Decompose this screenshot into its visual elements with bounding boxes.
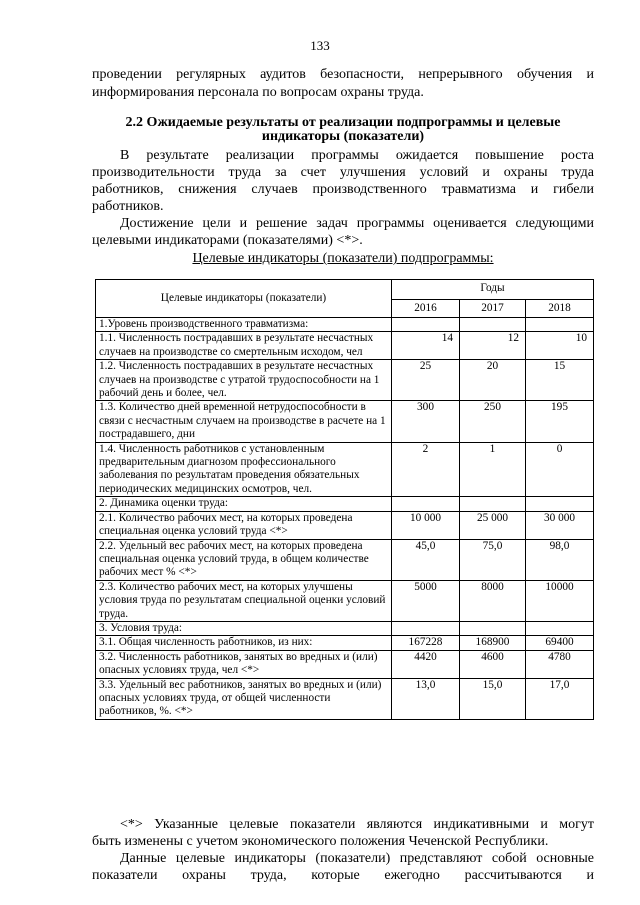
value-2018: 10000 xyxy=(526,580,594,621)
value-2018: 0 xyxy=(526,442,594,497)
row-label: 2.3. Количество рабочих мест, на которых улучшены условия труда по результатам специальной оценки условий труда. xyxy=(96,580,392,621)
intro-line-1: проведении регулярных аудитов безопасности, непрерывного обучения и xyxy=(92,67,594,82)
row-label: 2.2. Удельный вес рабочих мест, на которых проведена специальная оценка условий труда, в общем количестве рабочих мест % <*> xyxy=(96,539,392,580)
para1-line-3: работников, снижения случаев производственного травматизма и гибели xyxy=(92,182,594,197)
value-2018: 195 xyxy=(526,401,594,442)
final-line-1: Данные целевые индикаторы (показатели) представляют собой основные xyxy=(120,851,594,866)
value-2018: 98,0 xyxy=(526,539,594,580)
indicators-table xyxy=(95,279,594,720)
table-row xyxy=(96,401,594,442)
para2-line-2: целевыми индикаторами (показателями) <*>. xyxy=(92,233,363,248)
footnote-line-2: быть изменены с учетом экономического положения Чеченской Республики. xyxy=(92,834,549,849)
table-caption: Целевые индикаторы (показатели) подпрограммы: xyxy=(192,251,494,266)
table-row xyxy=(96,636,594,650)
value-2016: 45,0 xyxy=(392,539,460,580)
value-2017: 168900 xyxy=(460,636,526,650)
value-2016: 25 xyxy=(392,360,460,401)
table-row xyxy=(96,678,594,719)
row-label: 1.4. Численность работников с установленным предварительным диагнозом профессионального заболевания по результатам проведения обязательных периодических медицинских осмотров, чел. xyxy=(96,442,392,497)
row-label: 1.1. Численность пострадавших в результате несчастных случаев на производстве со смертельным исходом, чел xyxy=(96,332,392,360)
value-2017: 12 xyxy=(460,332,526,360)
value-2017: 15,0 xyxy=(460,678,526,719)
value-2017: 250 xyxy=(460,401,526,442)
value-2016: 2 xyxy=(392,442,460,497)
table-row xyxy=(96,442,594,497)
table-row xyxy=(96,332,594,360)
table-row xyxy=(96,650,594,678)
value-2017: 4600 xyxy=(460,650,526,678)
value-2018: 69400 xyxy=(526,636,594,650)
row-label: 3.1. Общая численность работников, из них: xyxy=(96,636,392,650)
row-label: 3.2. Численность работников, занятых во вредных и (или) опасных условиях труда, чел <*> xyxy=(96,650,392,678)
value-2016: 5000 xyxy=(392,580,460,621)
value-2018: 15 xyxy=(526,360,594,401)
row-label: 1.2. Численность пострадавших в результате несчастных случаев на производстве с утратой трудоспособности на 1 рабочий день и более, чел. xyxy=(96,360,392,401)
header-year-2018: 2018 xyxy=(526,300,594,318)
header-indicator: Целевые индикаторы (показатели) xyxy=(96,280,392,318)
section-row xyxy=(96,497,594,511)
value-2016: 300 xyxy=(392,401,460,442)
header-years: Годы xyxy=(392,280,594,300)
table-row xyxy=(96,539,594,580)
table-row xyxy=(96,580,594,621)
value-2017: 20 xyxy=(460,360,526,401)
value-2017: 1 xyxy=(460,442,526,497)
final-line-2: показатели охраны труда, которые ежегодно рассчитываются и xyxy=(92,868,594,883)
para1-line-1: В результате реализации программы ожидается повышение роста xyxy=(120,148,594,163)
section-label: 2. Динамика оценки труда: xyxy=(96,497,392,511)
page-number: 133 xyxy=(310,38,330,53)
row-label: 1.3. Количество дней временной нетрудоспособности в связи с несчастным случаем на производстве в расчете на 1 пострадавшего, дни xyxy=(96,401,392,442)
value-2017: 75,0 xyxy=(460,539,526,580)
value-2016: 4420 xyxy=(392,650,460,678)
heading-line-2: индикаторы (показатели) xyxy=(261,129,425,144)
para2-line-1: Достижение цели и решение задач программы оценивается следующими xyxy=(120,216,594,231)
value-2016: 10 000 xyxy=(392,511,460,539)
para1-line-2: производительности труда за счет улучшения условий и охраны труда xyxy=(92,165,594,180)
value-2016: 13,0 xyxy=(392,678,460,719)
para1-line-4: работников. xyxy=(92,199,164,214)
value-2016: 167228 xyxy=(392,636,460,650)
value-2018: 17,0 xyxy=(526,678,594,719)
footnote-line-1: <*> Указанные целевые показатели являются индикативными и могут xyxy=(120,817,594,832)
value-2016: 14 xyxy=(392,332,460,360)
header-year-2016: 2016 xyxy=(392,300,460,318)
row-label: 2.1. Количество рабочих мест, на которых проведена специальная оценка условий труда <*> xyxy=(96,511,392,539)
section-row xyxy=(96,621,594,635)
value-2017: 25 000 xyxy=(460,511,526,539)
section-row xyxy=(96,318,594,332)
section-label: 3. Условия труда: xyxy=(96,621,392,635)
table-row xyxy=(96,360,594,401)
value-2018: 30 000 xyxy=(526,511,594,539)
section-label: 1.Уровень производственного травматизма: xyxy=(96,318,392,332)
value-2017: 8000 xyxy=(460,580,526,621)
value-2018: 4780 xyxy=(526,650,594,678)
row-label: 3.3. Удельный вес работников, занятых во вредных и (или) опасных условиях труда, от общей численности работников, %. <*> xyxy=(96,678,392,719)
intro-line-2: информирования персонала по вопросам охраны труда. xyxy=(92,85,424,100)
header-year-2017: 2017 xyxy=(460,300,526,318)
heading-line-1: 2.2 Ожидаемые результаты от реализации подпрограммы и целевые xyxy=(125,115,561,130)
section-heading xyxy=(92,116,594,144)
table-row xyxy=(96,511,594,539)
value-2018: 10 xyxy=(526,332,594,360)
